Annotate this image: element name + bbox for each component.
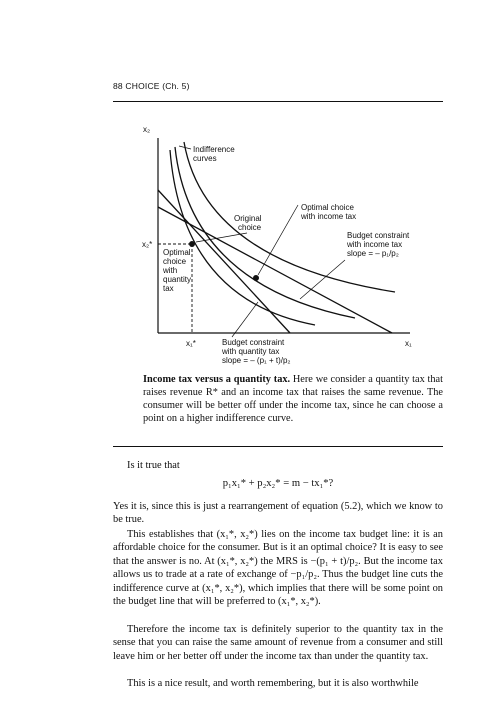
paragraph-1: Yes it is, since this is just a rearrangement of equation (5.2), which we know to be true.: [113, 501, 443, 526]
original-choice-label-1: Original: [234, 214, 262, 223]
indifference-curve-3: [184, 142, 395, 292]
x2-star-label: x₂*: [142, 240, 153, 249]
optimal-income-tax-point: [253, 275, 259, 281]
figure-caption: [143, 373, 443, 425]
caption-title: Income tax versus a quantity tax.: [143, 374, 291, 385]
x-axis-label: x₁: [405, 339, 412, 348]
optimal-quantity-label-3: with: [163, 266, 178, 275]
caption-rule: [113, 446, 443, 447]
x1-star-label: x₁*: [186, 339, 196, 348]
budget-income-label-3: slope = – p₁/p₂: [347, 249, 399, 258]
paragraph-3: Therefore the income tax is definitely superior to the quantity tax in the sense that you can raise the same amount of revenue from a consumer and still leave him or her better off under the income tax than under the quantity tax.: [113, 624, 443, 662]
running-header: 88 CHOICE (Ch. 5): [113, 81, 190, 91]
budget-quantity-label-2: with quantity tax: [222, 347, 280, 356]
intro-line: Is it true that: [127, 460, 180, 471]
indifference-curve-2: [175, 147, 355, 318]
optimal-quantity-tax-point: [189, 241, 195, 247]
optimal-income-label-2: with income tax: [301, 212, 357, 221]
budget-income-label-2: with income tax: [347, 240, 403, 249]
optimal-income-label-1: Optimal choice: [301, 203, 354, 212]
indifference-label-1: Indifference: [193, 145, 235, 154]
equation: p₁x₁* + p₂x₂* = m − tx₁*?: [222, 478, 334, 489]
caption-text: Here we consider a quantity tax that raises revenue R* and an income tax that raises the same revenue. The consumer will be better off under the income tax, since he can choose a point on a higher indifference curve.: [143, 374, 443, 424]
optimal-quantity-label-2: choice: [163, 257, 187, 266]
optimal-quantity-label-4: quantity: [163, 275, 192, 284]
optimal-quantity-label-5: tax: [163, 284, 174, 293]
indifference-label-2: curves: [193, 154, 217, 163]
optimal-quantity-label-1: Optimal: [163, 248, 191, 257]
budget-quantity-label-3: slope = – (p₁ + t)/p₂: [222, 356, 291, 365]
budget-quantity-label-1: Budget constraint: [222, 338, 285, 347]
original-choice-label-2: choice: [238, 223, 262, 232]
indifference-curve-1: [170, 150, 315, 325]
y-axis-label: x₂: [143, 125, 151, 134]
paragraph-4: This is a nice result, and worth remembering, but it is also worthwhile: [127, 678, 419, 689]
budget-quantity-leader: [232, 302, 258, 337]
paragraph-2: This establishes that (x₁*, x₂*) lies on the income tax budget line: it is an affordable choice for the consumer. But is it an optimal choice? It is easy to see that the answer is no. At (x₁*, x₂*) the MRS is −(p₁ + t)/p₂. But the income tax allows us to trade at a rate of exchange of −p₁/p₂. Thus the budget line cuts the indifference curve at (x₁*, x₂*), which implies that there will be some point on the budget line that will be preferred to (x₁*, x₂*).: [113, 529, 443, 608]
budget-income-label-1: Budget constraint: [347, 231, 410, 240]
